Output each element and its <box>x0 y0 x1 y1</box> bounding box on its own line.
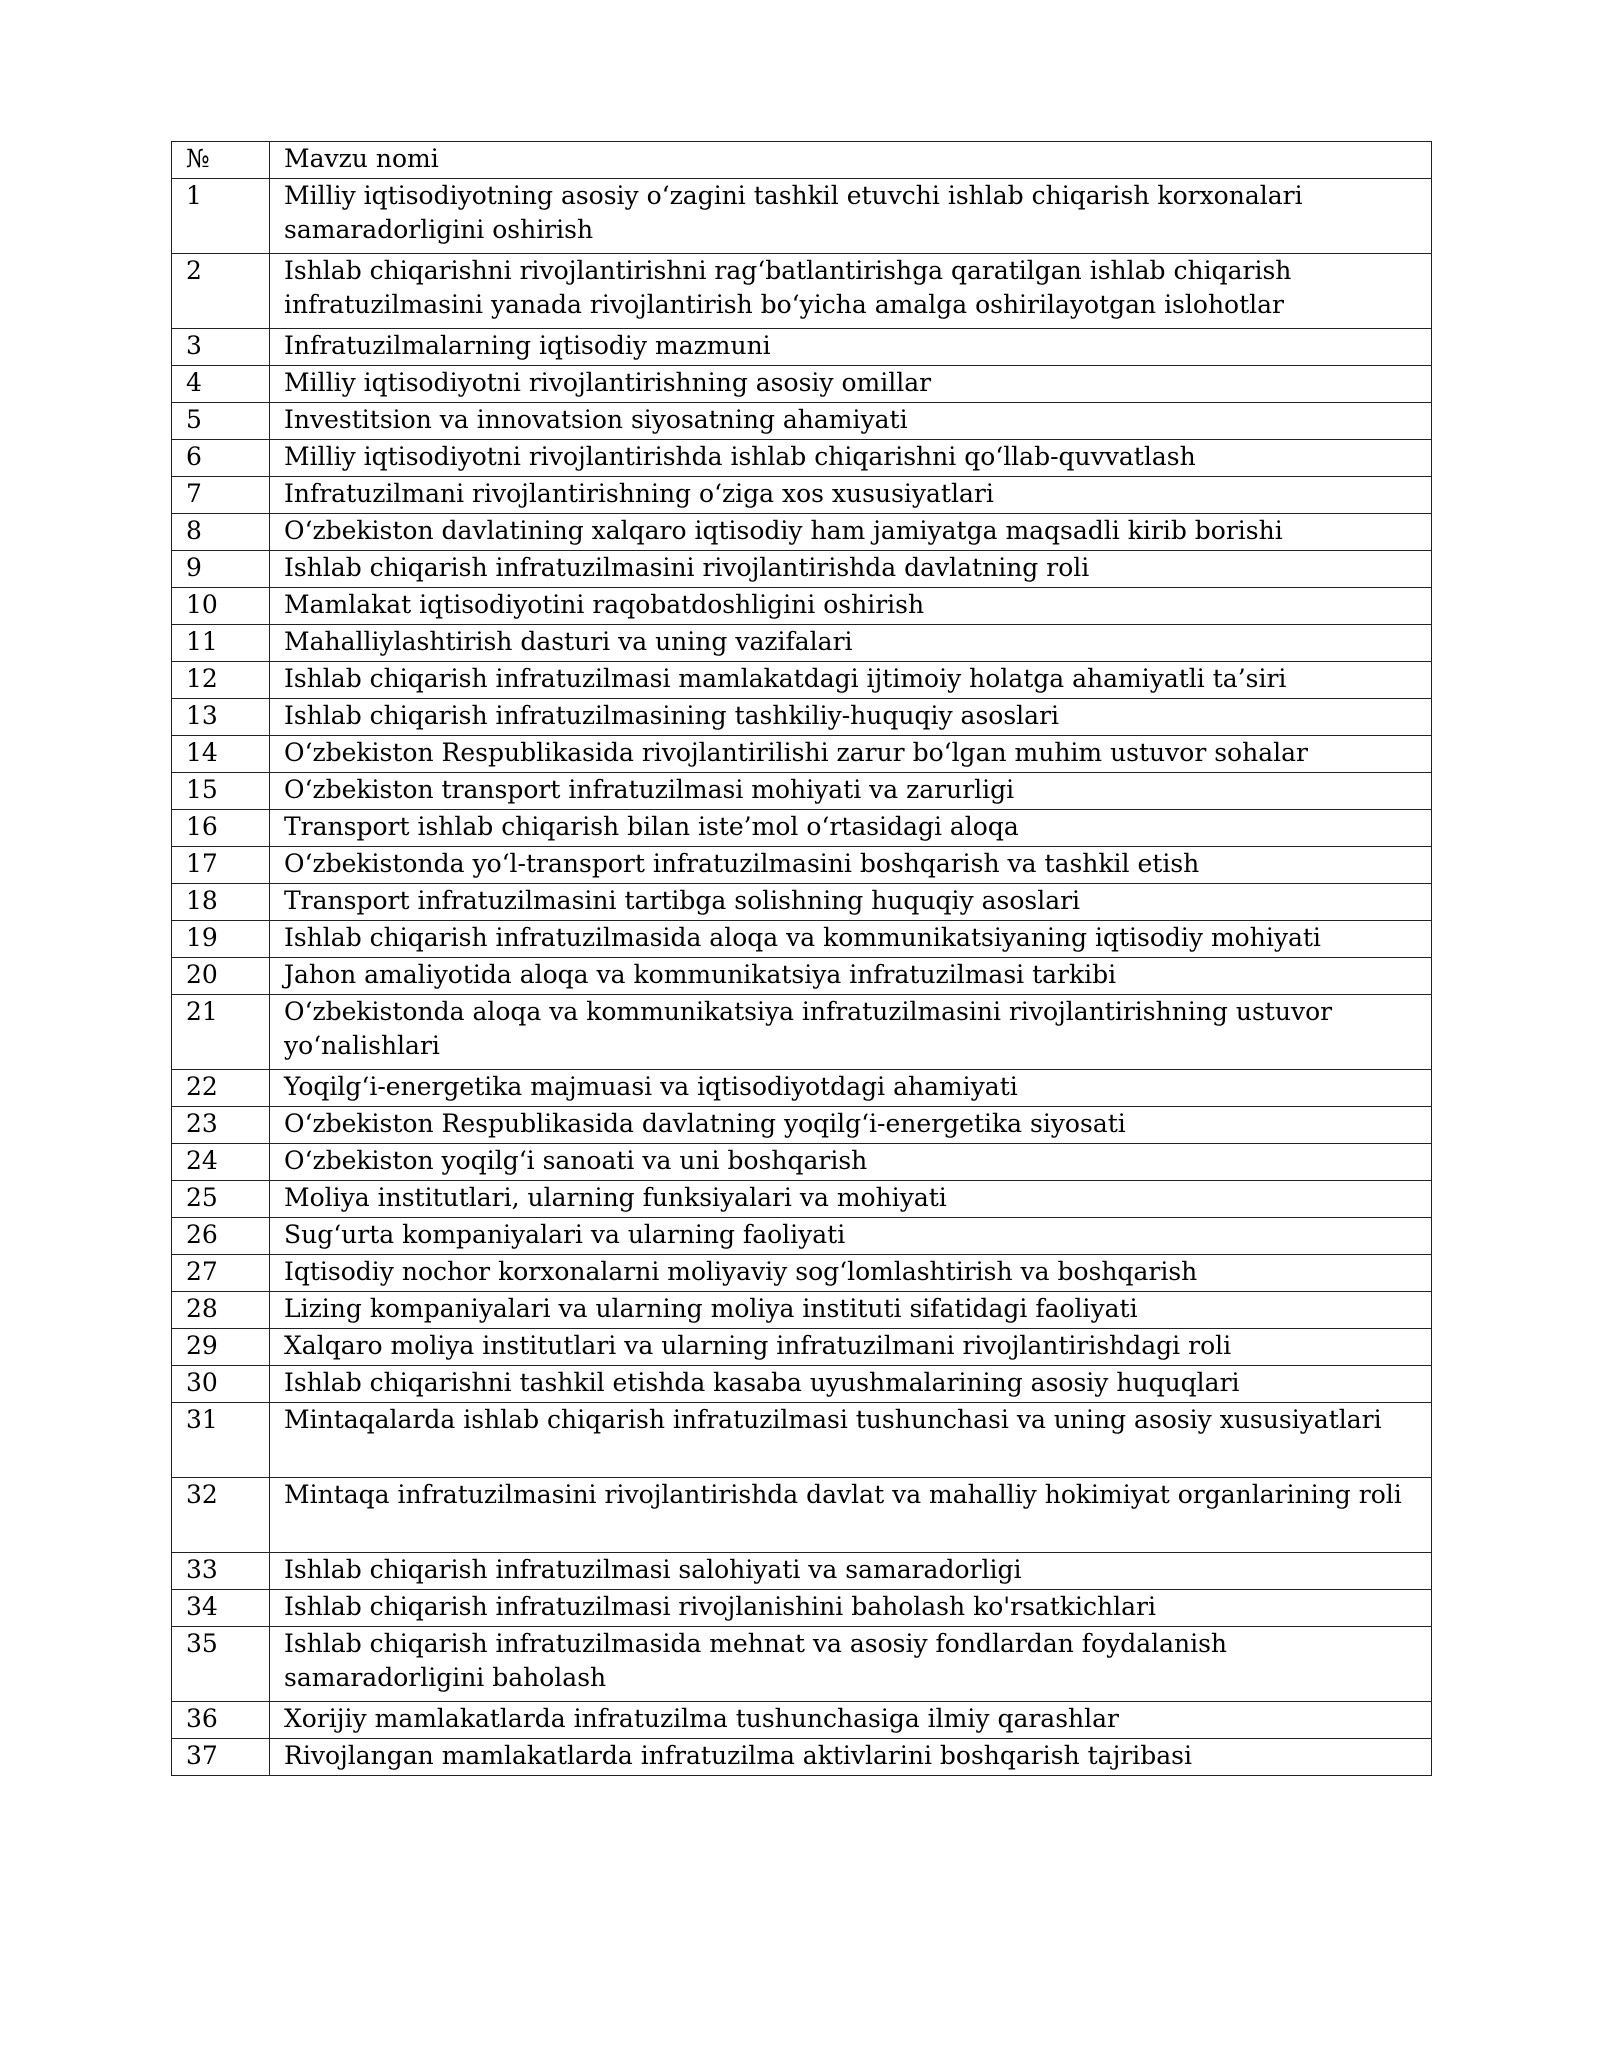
row-number-cell: 2 <box>172 254 270 329</box>
table-row <box>172 736 1432 773</box>
row-number-cell: 21 <box>172 995 270 1070</box>
table-row <box>172 847 1432 884</box>
table-row <box>172 958 1432 995</box>
row-number-cell: 17 <box>172 847 270 884</box>
row-title-cell: Ishlab chiqarishni tashkil etishda kasaba uyushmalarining asosiy huquqlari <box>270 1366 1432 1403</box>
table-row <box>172 625 1432 662</box>
table-row <box>172 995 1432 1070</box>
header-title-cell: Mavzu nomi <box>270 142 1432 179</box>
table-row <box>172 514 1432 551</box>
table-row <box>172 588 1432 625</box>
row-title-cell: Ishlab chiqarish infratuzilmasini rivojlantirishda davlatning roli <box>270 551 1432 588</box>
row-title-cell: Ishlab chiqarishni rivojlantirishni ragʻbatlantirishga qaratilgan ishlab chiqarish infratuzilmasini yanada rivojlantirish boʻyicha amalga oshirilayotgan islohotlar <box>270 254 1432 329</box>
row-number-cell: 31 <box>172 1403 270 1478</box>
row-title-cell: Milliy iqtisodiyotning asosiy oʻzagini tashkil etuvchi ishlab chiqarish korxonalari samaradorligini oshirish <box>270 179 1432 254</box>
row-number-cell: 25 <box>172 1181 270 1218</box>
table-row <box>172 1553 1432 1590</box>
table-row <box>172 329 1432 366</box>
row-title-cell: Rivojlangan mamlakatlarda infratuzilma aktivlarini boshqarish tajribasi <box>270 1739 1432 1776</box>
table-header-row <box>172 142 1432 179</box>
table-row <box>172 551 1432 588</box>
row-title-cell: Ishlab chiqarish infratuzilmasi salohiyati va samaradorligi <box>270 1553 1432 1590</box>
row-number-cell: 30 <box>172 1366 270 1403</box>
row-title-cell: Oʻzbekistonda yoʻl-transport infratuzilmasini boshqarish va tashkil etish <box>270 847 1432 884</box>
table-row <box>172 440 1432 477</box>
row-title-cell: Ishlab chiqarish infratuzilmasining tashkiliy-huquqiy asoslari <box>270 699 1432 736</box>
row-number-cell: 24 <box>172 1144 270 1181</box>
table-row <box>172 921 1432 958</box>
table-row <box>172 1478 1432 1553</box>
table-row <box>172 1181 1432 1218</box>
row-number-cell: 27 <box>172 1255 270 1292</box>
row-number-cell: 15 <box>172 773 270 810</box>
row-title-cell: Infratuzilmani rivojlantirishning oʻziga xos xususiyatlari <box>270 477 1432 514</box>
row-title-cell: Infratuzilmalarning iqtisodiy mazmuni <box>270 329 1432 366</box>
row-number-cell: 1 <box>172 179 270 254</box>
row-number-cell: 6 <box>172 440 270 477</box>
row-number-cell: 7 <box>172 477 270 514</box>
row-title-cell: Ishlab chiqarish infratuzilmasi mamlakatdagi ijtimoiy holatga ahamiyatli ta’siri <box>270 662 1432 699</box>
row-number-cell: 28 <box>172 1292 270 1329</box>
table-row <box>172 1144 1432 1181</box>
table-row <box>172 662 1432 699</box>
table-row <box>172 1292 1432 1329</box>
table-row <box>172 773 1432 810</box>
row-number-cell: 22 <box>172 1070 270 1107</box>
table-row <box>172 1739 1432 1776</box>
table-row <box>172 1627 1432 1702</box>
topics-table <box>171 141 1432 1776</box>
table-row <box>172 366 1432 403</box>
table-row <box>172 403 1432 440</box>
table-row <box>172 699 1432 736</box>
row-title-cell: Moliya institutlari, ularning funksiyalari va mohiyati <box>270 1181 1432 1218</box>
table-row <box>172 1218 1432 1255</box>
table-row <box>172 1590 1432 1627</box>
row-number-cell: 36 <box>172 1702 270 1739</box>
table-row <box>172 1070 1432 1107</box>
header-number-cell: № <box>172 142 270 179</box>
row-title-cell: Sugʻurta kompaniyalari va ularning faoliyati <box>270 1218 1432 1255</box>
row-title-cell: Mintaqa infratuzilmasini rivojlantirishda davlat va mahalliy hokimiyat organlarining roli <box>270 1478 1432 1553</box>
row-title-cell: Mintaqalarda ishlab chiqarish infratuzilmasi tushunchasi va uning asosiy xususiyatlari <box>270 1403 1432 1478</box>
row-number-cell: 20 <box>172 958 270 995</box>
row-number-cell: 11 <box>172 625 270 662</box>
row-title-cell: Oʻzbekiston Respublikasida davlatning yoqilgʻi-energetika siyosati <box>270 1107 1432 1144</box>
row-number-cell: 13 <box>172 699 270 736</box>
table-row <box>172 884 1432 921</box>
row-title-cell: Ishlab chiqarish infratuzilmasida mehnat va asosiy fondlardan foydalanish samaradorligini baholash <box>270 1627 1432 1702</box>
row-title-cell: Mamlakat iqtisodiyotini raqobatdoshligini oshirish <box>270 588 1432 625</box>
table-row <box>172 1255 1432 1292</box>
table-row <box>172 254 1432 329</box>
row-number-cell: 29 <box>172 1329 270 1366</box>
row-number-cell: 10 <box>172 588 270 625</box>
row-title-cell: Mahalliylashtirish dasturi va uning vazifalari <box>270 625 1432 662</box>
row-number-cell: 35 <box>172 1627 270 1702</box>
row-title-cell: Xalqaro moliya institutlari va ularning infratuzilmani rivojlantirishdagi roli <box>270 1329 1432 1366</box>
row-title-cell: Oʻzbekiston Respublikasida rivojlantirilishi zarur boʻlgan muhim ustuvor sohalar <box>270 736 1432 773</box>
row-title-cell: Jahon amaliyotida aloqa va kommunikatsiya infratuzilmasi tarkibi <box>270 958 1432 995</box>
row-title-cell: Lizing kompaniyalari va ularning moliya instituti sifatidagi faoliyati <box>270 1292 1432 1329</box>
table-row <box>172 1403 1432 1478</box>
row-number-cell: 5 <box>172 403 270 440</box>
row-title-cell: Oʻzbekistonda aloqa va kommunikatsiya infratuzilmasini rivojlantirishning ustuvor yoʻnalishlari <box>270 995 1432 1070</box>
row-number-cell: 4 <box>172 366 270 403</box>
row-number-cell: 16 <box>172 810 270 847</box>
row-number-cell: 33 <box>172 1553 270 1590</box>
row-number-cell: 32 <box>172 1478 270 1553</box>
row-title-cell: Xorijiy mamlakatlarda infratuzilma tushunchasiga ilmiy qarashlar <box>270 1702 1432 1739</box>
row-title-cell: Yoqilgʻi-energetika majmuasi va iqtisodiyotdagi ahamiyati <box>270 1070 1432 1107</box>
row-number-cell: 19 <box>172 921 270 958</box>
row-number-cell: 9 <box>172 551 270 588</box>
row-title-cell: Oʻzbekiston davlatining xalqaro iqtisodiy ham jamiyatga maqsadli kirib borishi <box>270 514 1432 551</box>
row-title-cell: Oʻzbekiston yoqilgʻi sanoati va uni boshqarish <box>270 1144 1432 1181</box>
row-title-cell: Transport ishlab chiqarish bilan iste’mol oʻrtasidagi aloqa <box>270 810 1432 847</box>
row-title-cell: Investitsion va innovatsion siyosatning ahamiyati <box>270 403 1432 440</box>
row-number-cell: 37 <box>172 1739 270 1776</box>
row-title-cell: Transport infratuzilmasini tartibga solishning huquqiy asoslari <box>270 884 1432 921</box>
row-number-cell: 14 <box>172 736 270 773</box>
topics-table-body <box>172 142 1432 1776</box>
table-row <box>172 477 1432 514</box>
row-title-cell: Iqtisodiy nochor korxonalarni moliyaviy sogʻlomlashtirish va boshqarish <box>270 1255 1432 1292</box>
row-number-cell: 3 <box>172 329 270 366</box>
row-number-cell: 23 <box>172 1107 270 1144</box>
table-row <box>172 1107 1432 1144</box>
table-row <box>172 1366 1432 1403</box>
row-title-cell: Milliy iqtisodiyotni rivojlantirishning asosiy omillar <box>270 366 1432 403</box>
row-title-cell: Milliy iqtisodiyotni rivojlantirishda ishlab chiqarishni qoʻllab-quvvatlash <box>270 440 1432 477</box>
row-number-cell: 26 <box>172 1218 270 1255</box>
table-row <box>172 810 1432 847</box>
table-row <box>172 1702 1432 1739</box>
row-number-cell: 8 <box>172 514 270 551</box>
table-row <box>172 179 1432 254</box>
row-number-cell: 18 <box>172 884 270 921</box>
row-title-cell: Ishlab chiqarish infratuzilmasida aloqa va kommunikatsiyaning iqtisodiy mohiyati <box>270 921 1432 958</box>
row-number-cell: 34 <box>172 1590 270 1627</box>
row-title-cell: Oʻzbekiston transport infratuzilmasi mohiyati va zarurligi <box>270 773 1432 810</box>
row-title-cell: Ishlab chiqarish infratuzilmasi rivojlanishini baholash ko'rsatkichlari <box>270 1590 1432 1627</box>
table-row <box>172 1329 1432 1366</box>
row-number-cell: 12 <box>172 662 270 699</box>
